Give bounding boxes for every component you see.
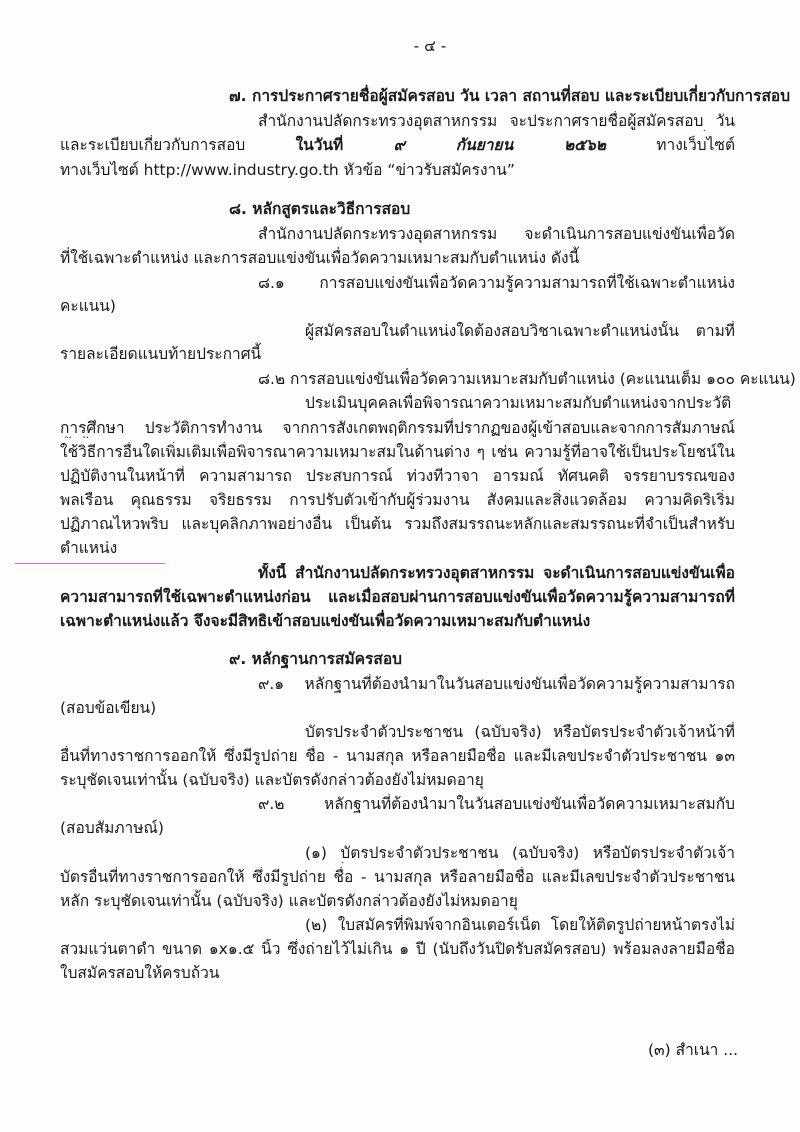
section-8-1-heading: ๘.๑ การสอบแข่งขันเพื่อวัดความรู้ความสามารถที่ใช้เฉพาะตำแหน่ง xyxy=(258,274,735,292)
section-8-heading: ๘. หลักสูตรและวิธีการสอบ xyxy=(229,200,411,218)
section-8-2-line: ใช้วิธีการอื่นใดเพิ่มเติมเพื่อพิจารณาความเหมาะสมในด้านต่าง ๆ เช่น ความรู้ที่อาจใช้เป็นประโยชน์ใน xyxy=(60,443,735,461)
section-8-2-line: ประเมินบุคคลเพื่อพิจารณาความเหมาะสมกับตำแหน่งจากประวัติ xyxy=(305,394,732,412)
section-7-line: สำนักงานปลัดกระทรวงอุตสาหกรรม จะประกาศรายชื่อผู้สมัครสอบ วัน xyxy=(258,112,735,130)
announce-date: ๙ กันยายน ๒๕๖๒ xyxy=(393,136,606,154)
section-9-2-item-1: บัตรอื่นที่ทางราชการออกให้ ซึ่งมีรูปถ่าย ชื่อ - นามสกุล หรือลายมือชื่อ และมีเลขประจำตัวประชาชน xyxy=(60,868,735,886)
section-9-2-line: (สอบสัมภาษณ์) xyxy=(60,819,164,837)
section-9-heading: ๙. หลักฐานการสมัครสอบ xyxy=(229,650,402,668)
website-text: ทางเว็บไซต์ xyxy=(656,136,735,154)
section-8-line: สำนักงานปลัดกระทรวงอุตสาหกรรม จะดำเนินการสอบแข่งขันเพื่อวัด xyxy=(258,225,735,243)
section-9-2-heading: ๙.๒ หลักฐานที่ต้องนำมาในวันสอบแข่งขันเพื่อวัดความเหมาะสมกับ xyxy=(258,795,735,813)
continuation-note: (๓) สำเนา ... xyxy=(648,1041,739,1059)
section-9-2-item-1: หลัก ระบุชัดเจนเท่านั้น (ฉบับจริง) และบัตรดังกล่าวต้องยังไม่หมดอายุ xyxy=(60,892,518,910)
section-8-2-line: พลเรือน คุณธรรม จริยธรรม การปรับตัวเข้ากับผู้ร่วมงาน สังคมและสิ่งแวดล้อม ความคิดริเริ่ม xyxy=(60,491,735,509)
text: และระเบียบเกี่ยวกับการสอบ xyxy=(60,136,246,154)
section-8-line: ที่ใช้เฉพาะตำแหน่ง และการสอบแข่งขันเพื่อวัดความเหมาะสมกับตำแหน่ง ดังนี้ xyxy=(60,249,580,267)
section-9-1-line: บัตรประจำตัวประชาชน (ฉบับจริง) หรือบัตรประจำตัวเจ้าหน้าที่ xyxy=(305,723,735,741)
section-7-line: ทางเว็บไซต์ http://www.industry.go.th หัวข้อ “ข่าวรับสมัครงาน” xyxy=(60,161,515,179)
section-8-2-line: ปฏิบัติงานในหน้าที่ ความสามารถ ประสบการณ์ ท่วงทีวาจา อารมณ์ ทัศนคติ จรรยาบรรณของ xyxy=(60,467,735,485)
section-9-2-item-2: ใบสมัครสอบให้ครบถ้วน xyxy=(60,964,220,982)
section-9-2-item-2: (๒) ใบสมัครที่พิมพ์จากอินเตอร์เน็ต โดยให้ติดรูปถ่ายหน้าตรงไม่ xyxy=(305,916,735,934)
section-7-heading: ๗. การประกาศรายชื่อผู้สมัครสอบ วัน เวลา สถานที่สอบ และระเบียบเกี่ยวกับการสอบ xyxy=(229,87,791,105)
page-number: - ๔ - xyxy=(413,37,447,55)
section-8-2-line: ตำแหน่ง xyxy=(60,539,118,557)
section-8-2-line: ปฏิภาณไหวพริบ และบุคลิกภาพอย่างอื่น เป็นต้น รวมถึงสมรรถนะหลักและสมรรถนะที่จำเป็นสำหรับ xyxy=(60,515,735,533)
date-label: ในวันที่ xyxy=(295,136,344,154)
section-9-1-line: (สอบข้อเขียน) xyxy=(60,699,157,717)
margin-pen-mark xyxy=(15,563,165,564)
section-8-note: ความสามารถที่ใช้เฉพาะตำแหน่งก่อน และเมื่อสอบผ่านการสอบแข่งขันเพื่อวัดความรู้ความสามารถที่ xyxy=(60,588,735,606)
section-8-1-line: ผู้สมัครสอบในตำแหน่งใดต้องสอบวิชาเฉพาะตำแหน่งนั้น ตามที่ xyxy=(305,322,735,340)
section-8-note: เฉพาะตำแหน่งแล้ว จึงจะมีสิทธิเข้าสอบแข่งขันเพื่อวัดความเหมาะสมกับตำแหน่ง xyxy=(60,612,591,630)
section-9-2-item-1: (๑) บัตรประจำตัวประชาชน (ฉบับจริง) หรือบัตรประจำตัวเจ้า xyxy=(305,844,735,862)
section-8-1-line: คะแนน) xyxy=(60,297,116,315)
section-8-note: ทั้งนี้ สำนักงานปลัดกระทรวงอุตสาหกรรม จะดำเนินการสอบแข่งขันเพื่อ xyxy=(258,564,735,582)
section-9-1-line: อื่นที่ทางราชการออกให้ ซึ่งมีรูปถ่าย ชื่อ - นามสกุล หรือลายมือชื่อ และมีเลขประจำตัวประชาชน ๑๓ xyxy=(60,747,735,765)
section-9-2-item-2: สวมแว่นตาดำ ขนาด ๑x๑.๕ นิ้ว ซึ่งถ่ายไว้ไม่เกิน ๑ ปี (นับถึงวันปิดรับสมัครสอบ) พร้อมลงลายมือชื่อ xyxy=(60,940,735,958)
section-8-2-heading: ๘.๒ การสอบแข่งขันเพื่อวัดความเหมาะสมกับตำแหน่ง (คะแนนเต็ม ๑๐๐ คะแนน) xyxy=(258,370,796,388)
section-7-line xyxy=(60,135,735,155)
section-8-2-line: การศึกษา ประวัติการทำงาน จากการสังเกตพฤติกรรมที่ปรากฏของผู้เข้าสอบและจากการสัมภาษณ์ xyxy=(60,419,735,437)
section-9-1-heading: ๙.๑ หลักฐานที่ต้องนำมาในวันสอบแข่งขันเพื่อวัดความรู้ความสามารถ xyxy=(258,675,735,693)
section-9-1-line: ระบุชัดเจนเท่านั้น (ฉบับจริง) และบัตรดังกล่าวต้องยังไม่หมดอายุ xyxy=(60,771,484,789)
section-8-1-line: รายละเอียดแนบท้ายประกาศนี้ xyxy=(60,345,262,363)
